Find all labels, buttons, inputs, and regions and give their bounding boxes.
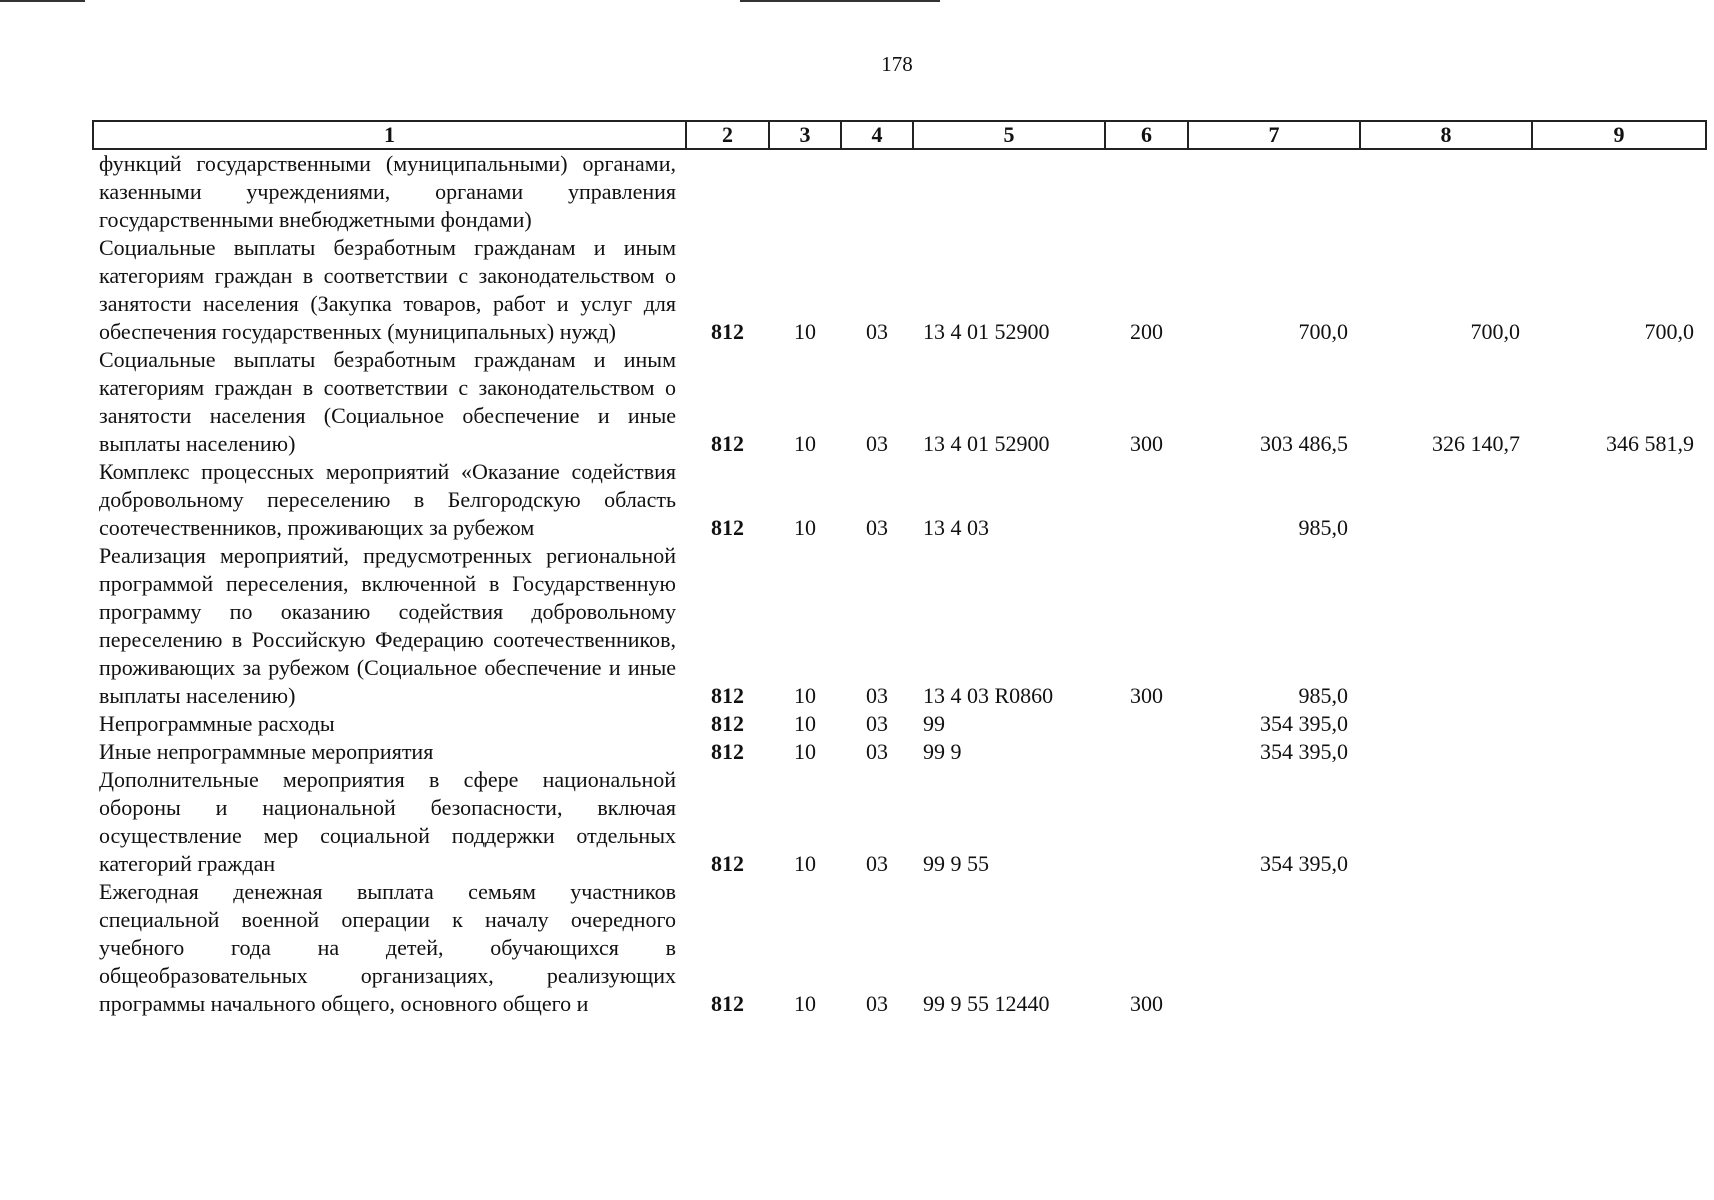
row-description: Социальные выплаты безработным гражданам и иным категориям граждан в соответствии с законодательством о занятости населения (Социальное обеспечение и иные выплаты населению) xyxy=(99,347,676,456)
row-grbs-code: 812 xyxy=(711,515,744,540)
row-amount-year-2 xyxy=(1360,542,1532,710)
row-section-code: 10 xyxy=(794,739,816,764)
column-header-1: 1 xyxy=(93,121,686,149)
table-row xyxy=(93,458,1706,542)
row-amount-year-1: 985,0 xyxy=(1298,683,1348,708)
top-rule-right xyxy=(740,0,940,2)
page-number: 178 xyxy=(881,52,913,76)
table-row xyxy=(93,542,1706,710)
table-row xyxy=(93,878,1706,1018)
row-amount-year-1: 354 395,0 xyxy=(1260,711,1348,736)
row-grbs-code: 812 xyxy=(711,683,744,708)
row-subsection-code: 03 xyxy=(866,739,888,764)
table-header xyxy=(93,121,1706,149)
row-amount-year-3 xyxy=(1532,710,1706,738)
row-expense-type xyxy=(1105,458,1188,542)
row-subsection-code xyxy=(841,149,913,234)
column-header-9: 9 xyxy=(1532,121,1706,149)
table-row xyxy=(93,738,1706,766)
row-grbs-code: 812 xyxy=(711,991,744,1016)
row-section-code: 10 xyxy=(794,991,816,1016)
row-description: Реализация мероприятий, предусмотренных региональной программой переселения, включенной в Государственную программу по оказанию содействия добровольному переселению в Российскую Федерацию соотечественников, проживающих за рубежом (Социальное обеспечение и иные выплаты населению) xyxy=(99,543,676,708)
row-amount-year-1: 985,0 xyxy=(1298,515,1348,540)
row-amount-year-2: 700,0 xyxy=(1470,319,1520,344)
row-description: Дополнительные мероприятия в сфере национальной обороны и национальной безопасности, включая осуществление мер социальной поддержки отдельных категорий граждан xyxy=(99,767,676,876)
column-header-5: 5 xyxy=(913,121,1105,149)
row-subsection-code: 03 xyxy=(866,683,888,708)
column-header-2: 2 xyxy=(686,121,769,149)
row-amount-year-3 xyxy=(1532,878,1706,1018)
row-section-code: 10 xyxy=(794,431,816,456)
row-section-code xyxy=(769,149,841,234)
row-description: Социальные выплаты безработным гражданам и иным категориям граждан в соответствии с законодательством о занятости населения (Закупка товаров, работ и услуг для обеспечения государственных (муниципальных) нужд) xyxy=(99,235,676,344)
top-rule-left xyxy=(0,0,85,2)
row-description: Комплекс процессных мероприятий «Оказание содействия добровольному переселению в Белгородскую область соотечественников, проживающих за рубежом xyxy=(99,459,676,540)
row-grbs-code: 812 xyxy=(711,711,744,736)
row-expense-type: 300 xyxy=(1130,431,1163,456)
table-row xyxy=(93,766,1706,878)
row-target-article: 13 4 03 xyxy=(923,515,989,540)
row-subsection-code: 03 xyxy=(866,515,888,540)
row-target-article: 99 xyxy=(923,711,945,736)
row-target-article: 13 4 01 52900 xyxy=(923,319,1050,344)
row-subsection-code: 03 xyxy=(866,319,888,344)
row-expense-type xyxy=(1105,766,1188,878)
row-subsection-code: 03 xyxy=(866,711,888,736)
row-amount-year-3 xyxy=(1532,149,1706,234)
column-header-3: 3 xyxy=(769,121,841,149)
row-section-code: 10 xyxy=(794,319,816,344)
row-expense-type: 300 xyxy=(1130,683,1163,708)
row-amount-year-3 xyxy=(1532,738,1706,766)
row-target-article: 99 9 xyxy=(923,739,962,764)
row-amount-year-3 xyxy=(1532,766,1706,878)
table-row xyxy=(93,149,1706,234)
row-target-article: 99 9 55 xyxy=(923,851,989,876)
column-header-4: 4 xyxy=(841,121,913,149)
row-section-code: 10 xyxy=(794,711,816,736)
row-expense-type xyxy=(1105,149,1188,234)
row-section-code: 10 xyxy=(794,683,816,708)
row-description: Иные непрограммные мероприятия xyxy=(99,739,434,764)
column-header-7: 7 xyxy=(1188,121,1360,149)
row-grbs-code xyxy=(686,149,769,234)
row-amount-year-3 xyxy=(1532,458,1706,542)
row-amount-year-2 xyxy=(1360,149,1532,234)
row-amount-year-2 xyxy=(1360,458,1532,542)
row-target-article: 13 4 03 R0860 xyxy=(923,683,1054,708)
row-amount-year-1: 700,0 xyxy=(1298,319,1348,344)
row-expense-type xyxy=(1105,710,1188,738)
row-target-article: 13 4 01 52900 xyxy=(923,431,1050,456)
row-amount-year-1: 303 486,5 xyxy=(1260,431,1348,456)
column-header-6: 6 xyxy=(1105,121,1188,149)
row-description: Ежегодная денежная выплата семьям участников специальной военной операции к началу очередного учебного года на детей, обучающихся в общеобразовательных организациях, реализующих программы начального общего, основного общего и xyxy=(99,879,676,1016)
row-expense-type: 300 xyxy=(1130,991,1163,1016)
row-grbs-code: 812 xyxy=(711,319,744,344)
row-amount-year-1: 354 395,0 xyxy=(1260,851,1348,876)
row-section-code: 10 xyxy=(794,851,816,876)
row-expense-type xyxy=(1105,738,1188,766)
table-body xyxy=(93,149,1706,1018)
row-description: функций государственными (муниципальными) органами, казенными учреждениями, органами управления государственными внебюджетными фондами) xyxy=(99,151,676,232)
row-amount-year-1 xyxy=(1188,149,1360,234)
row-amount-year-3: 346 581,9 xyxy=(1606,431,1694,456)
row-subsection-code: 03 xyxy=(866,431,888,456)
row-amount-year-2 xyxy=(1360,878,1532,1018)
row-grbs-code: 812 xyxy=(711,851,744,876)
row-amount-year-2 xyxy=(1360,710,1532,738)
row-description: Непрограммные расходы xyxy=(99,711,335,736)
row-amount-year-1: 354 395,0 xyxy=(1260,739,1348,764)
column-header-8: 8 xyxy=(1360,121,1532,149)
row-target-article xyxy=(913,149,1105,234)
row-section-code: 10 xyxy=(794,515,816,540)
row-expense-type: 200 xyxy=(1130,319,1163,344)
table-row xyxy=(93,710,1706,738)
row-subsection-code: 03 xyxy=(866,851,888,876)
row-grbs-code: 812 xyxy=(711,739,744,764)
row-amount-year-1 xyxy=(1188,878,1360,1018)
row-amount-year-2 xyxy=(1360,738,1532,766)
table-row xyxy=(93,234,1706,346)
row-amount-year-3: 700,0 xyxy=(1644,319,1694,344)
row-amount-year-3 xyxy=(1532,542,1706,710)
row-subsection-code: 03 xyxy=(866,991,888,1016)
table-row xyxy=(93,346,1706,458)
budget-table xyxy=(92,120,1707,1018)
row-amount-year-2: 326 140,7 xyxy=(1432,431,1520,456)
row-target-article: 99 9 55 12440 xyxy=(923,991,1050,1016)
row-grbs-code: 812 xyxy=(711,431,744,456)
row-amount-year-2 xyxy=(1360,766,1532,878)
